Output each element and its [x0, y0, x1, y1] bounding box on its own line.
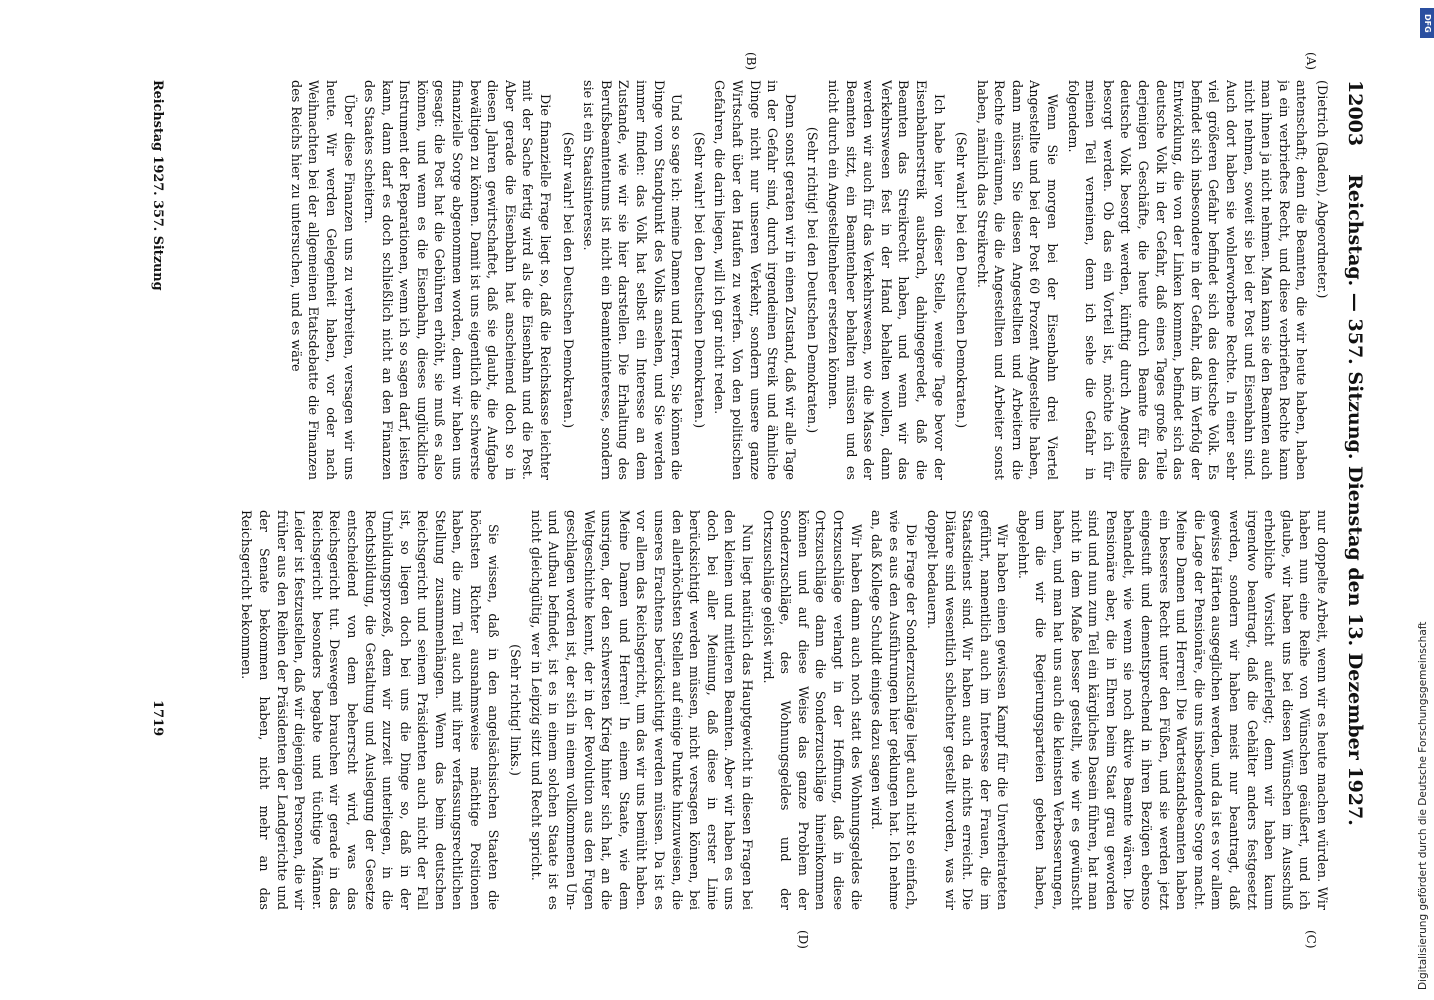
- paragraph: antenschaft; denn die Beamten, die wir heute haben, haben ja ein verbrieftes Recht, und diese verbrieften Rechte kann man ihnen ja nicht nehmen. Man kann sie den Beamten auch nicht nehmen, soweit sie bei der Post und Eisenbahn sind. Auch dort haben sie wohlerworbene Rechte. In einer sehr viel größeren Gefahr befindet sich das deutsche Volk. Es befindet sich insbesondere in der Gefahr, daß im Verfolg der Entwicklung, die von der Linken kommen, befindet sich das deutsche Volk in der Gefahr, daß eines Tages große Teile derjenigen Geschäfte, die heute durch Beamte für das deutsche Volk besorgt werden, künftig durch Angestellte besorgt werden. Ob das ein Vorteil ist, möchte ich für meinen Teil verneinen, denn ich sehe die Gefahr in folgendem.: [1064, 80, 1309, 480]
- paragraph: nur doppelte Arbeit, wenn wir es heute machen würden. Wir haben nun eine Reihe von Wünschen geäußert, und ich glaube, wir haben uns bei diesen Wünschen im Ausschuß erhebliche Vorsicht auferlegt; denn wir haben kaum irgendwo beantragt, daß die Gehälter anders festgesetzt werden, sondern wir haben meist nur beantragt, daß gewisse Härten ausgeglichen werden, und da ist es vor allem die Lage der Pensionäre, die uns insbesondere Sorge macht. Meine Damen und Herren! Die Wartestandsbeamten haben ein besseres Recht unter den Füßen, und sie werden jetzt eingestuft und dementsprechend in ihren Bezügen ebenso behandelt, wie wenn sie noch aktive Beamte wären. Die Pensionäre aber, die in Ehren beim Staat grau geworden sind und nun zum Teil ein kärgliches Dasein führen, hat man nicht in dem Maße besser gestellt, wie wir es gewünscht haben, und man hat uns auch die kleinsten Verbesserungen, um die wir die Regierungsparteien gebeten haben, abgelehnt.: [1014, 510, 1329, 910]
- paragraph: Über diese Finanzen uns zu verbreiten, versagen wir uns heute. Wir werden Gelegenheit haben, vor oder nach Weihnachten bei der allgemeinen Etatsdebatte die Finanzen des Reichs hier zu untersuchen, und es wäre: [287, 80, 356, 480]
- margin-marker-a: (A): [1304, 52, 1318, 71]
- side-credit: [1417, 10, 1434, 990]
- left-column: [180, 80, 1330, 480]
- right-column: [180, 510, 1330, 910]
- footer-folio: 1719: [150, 700, 165, 737]
- footer-signature: Reichstag 1927. 357. Sitzung: [150, 80, 165, 291]
- paragraph: Die finanzielle Frage liegt so, daß die Reichskasse leichter mit der Sache fertig wird als die Eisenbahn und die Post. Aber gerade die Eisenbahn hat anscheinend doch so in diesen Jahren gewirtschaftet, daß sie glaubt, die Aufgabe bewältigen zu können. Damit ist uns eigentlich die schwerste finanzielle Sorge abgenommen worden, denn wir haben uns gesagt: die Post hat die Gebühren erhöht, sie muß es also können, und wenn es die Eisenbahn, dieses unglückliche Instrument der Reparationen, wenn ich so sagen darf, leisten kann, dann darf es doch schließlich nicht an den Finanzen des Staates scheitern.: [361, 80, 553, 480]
- interjection: (Sehr richtig! links.): [507, 644, 523, 776]
- margin-marker-b: (B): [744, 52, 758, 71]
- margin-marker-c: (C): [1304, 930, 1318, 949]
- paragraph: Ich habe hier von dieser Stelle, wenige Tage bevor der Eisenbahnerstreik ausbrach, dahingegeredet, daß die Beamten das Streikrecht haben, und wenn wir das Verkehrswesen fest in der Hand behalten wollen, dann werden wir auch für das Verkehrswesen, wo die Masse der Beamten sitzt, ein Beamtenheer behalten müssen und es nicht durch ein Angestelltenheer ersetzen können.: [824, 80, 946, 480]
- paragraph: Sie wissen, daß in den angelsächsischen Staaten die höchsten Richter ausnahmsweise mächtige Positionen haben, die zum Teil auch mit ihrer verfassungsrechtlichen Stellung zusammenhängen. Wenn das beim deutschen Reichsgericht und seinem Präsidenten auch nicht der Fall ist, so liegen doch bei uns die Dinge so, daß in der Umbildungsprozeß, dem wir zurzeit unterliegen, in die Rechtsbildung, die Gestaltung und Auslegung der Gesetze entscheidend von dem beherrscht wird, was das Reichsgericht tut. Deswegen brauchen wir gerade in das Reichsgericht besonders begabte und tüchtige Männer. Leider ist festzustellen, daß wir diejenigen Personen, die wir früher aus den Reihen der Präsidenten der Landgerichte und der Senate bekommen haben, nicht mehr an das Reichsgericht bekommen.: [238, 510, 500, 910]
- interjection: (Sehr wahr! bei den Deutschen Demokraten.): [953, 131, 969, 429]
- page-number: 12003: [1344, 80, 1366, 147]
- margin-marker-d: (D): [796, 930, 810, 949]
- paragraph: Wenn Sie morgen bei der Eisenbahn drei Viertel Angestellte und bei der Post 60 Prozent Angestellte haben, dann müssen Sie diesen Angestellten und Arbeitern die Rechte einräumen, die die Angestellten und Arbeiter sonst haben, nämlich das Streikrecht.: [973, 80, 1060, 480]
- paragraph: Wir haben dann auch noch statt des Wohnungsgeldes die Ortszuschläge verlangt in der Hoffnung, daß in diese Ortszuschläge dann die Sonderzuschläge hineinkommen können und auf diese Weise das ganze Problem der Sonderzuschläge, des Wohnungsgeldes und der Ortszuschläge gelöst wird.: [759, 510, 863, 910]
- dfg-logo-icon: DFG: [1420, 8, 1434, 38]
- paragraph: Wir haben einen gewissen Kampf für die Unverheirateten geführt, namentlich auch im Interesse der Frauen, die im Staatsdienst sind. Wir haben auch da nichts erreicht. Die Diätare sind wesentlich schlechter gestellt worden, was wir doppelt bedauern.: [923, 510, 1010, 910]
- rotated-page-content: [80, 52, 1370, 949]
- page-header: [1326, 80, 1370, 920]
- speaker-line: (Dietrich (Baden), Abgeordneter.): [1314, 80, 1329, 299]
- interjection: (Sehr richtig! bei den Deutschen Demokraten.): [804, 126, 820, 434]
- digitization-credit: Digitalisierung gefördert durch die Deutsche Forschungsgemeinschaft: [1417, 621, 1429, 990]
- interjection: (Sehr wahr! bei den Deutschen Demokraten.): [559, 131, 575, 429]
- paragraph: Nun liegt natürlich das Hauptgewicht in diesen Fragen bei den kleinen und mittleren Beamten. Aber wir haben es uns doch bei aller Meinung, daß diese in erster Linie berücksichtigt werden müssen, nicht versagen können, bei den allerhöchsten Stellen auf einige Punkte hinzuweisen, die unseres Erachtens berücksichtigt werden müssen. Da ist es vor allem das Reichsgericht, um das wir uns bemüht haben. Meine Damen und Herren! In einem Staate, wie dem unsrigen, der den schwersten Krieg hinter sich hat, an die Weltgeschichte kennt, der in der Revolution aus den Fugen geschlagen worden ist, der sich in einem vollkommenen Um- und Aufbau befindet, ist es in einem solchen Staate ist es nicht gleichgültig, wer in Leipzig sitzt und Recht spricht.: [527, 510, 754, 910]
- paragraph: Die Frage der Sonderzuschläge liegt auch nicht so einfach, wie es aus den Ausführungen hier geklungen hat. Ich nehme an, daß Kollege Schuldt einiges dazu sagen wird.: [868, 510, 919, 910]
- paragraph: Und so sage ich: meine Damen und Herren, Sie können die Dinge vom Standpunkt des Volks ansehen, und Sie werden immer finden: das Volk hat selbst ein Interesse an dem Zustande, wie wir sie hier darstellen. Die Erhaltung des Berufsbeamtentums ist nicht ein Beamteninteresse, sondern sie ist ein Staatsinteresse.: [580, 80, 684, 480]
- header-title: Reichstag. — 357. Sitzung. Dienstag den 13. Dezember 1927.: [1344, 174, 1366, 826]
- paragraph: Denn sonst geraten wir in einen Zustand, daß wir alle Tage in der Gefahr sind, durch irgendeinen Streik und ähnliche Dinge nicht nur unseren Verkehr, sondern unsere ganze Wirtschaft über den Haufen zu werfen. Von den politischen Gefahren, die darin liegen, will ich gar nicht reden.: [711, 80, 797, 480]
- interjection: (Sehr wahr! bei den Deutschen Demokraten.): [690, 131, 706, 429]
